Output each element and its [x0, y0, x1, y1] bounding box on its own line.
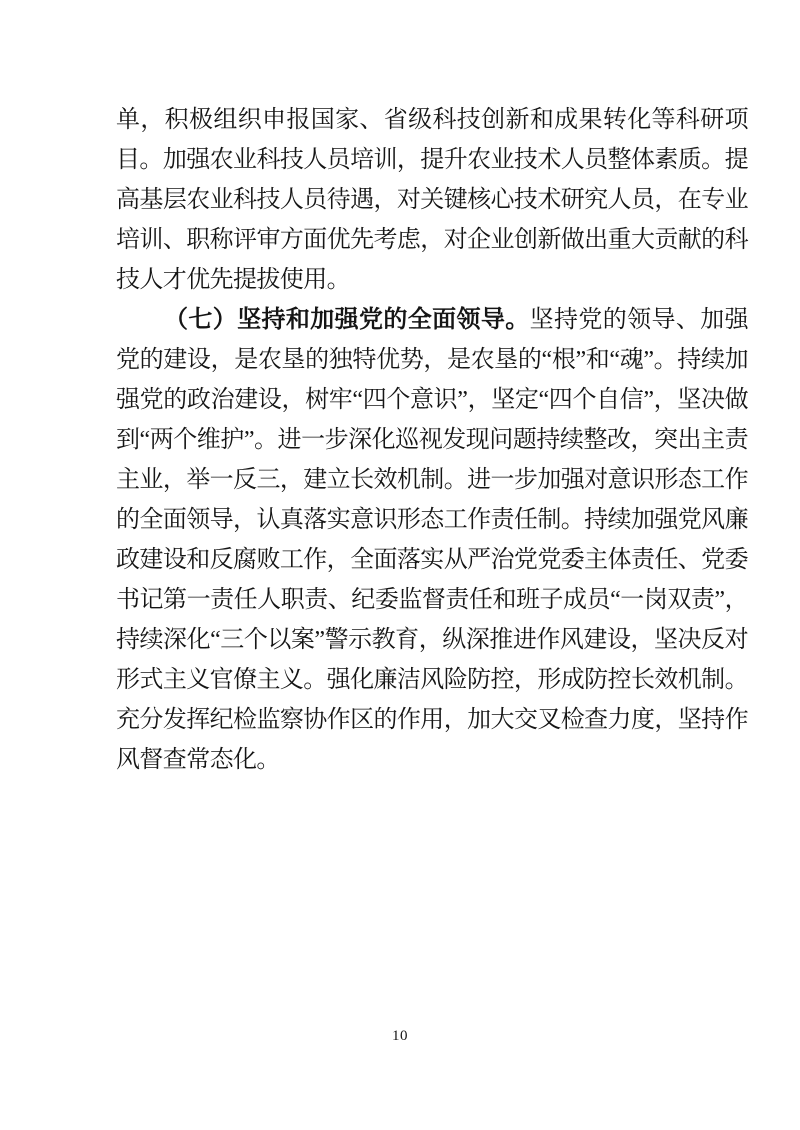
paragraph-continuation: [116, 100, 748, 300]
paragraph-continuation-text: 单，积极组织申报国家、省级科技创新和成果转化等科研项目。加强农业科技人员培训，提升农业技术人员整体素质。提高基层农业科技人员待遇，对关键核心技术研究人员，在专业培训、职称评审方面优先考虑，对企业创新做出重大贡献的科技人才优先提拔使用。: [116, 107, 748, 293]
section-7-heading: （七）坚持和加强党的全面领导。: [164, 307, 530, 333]
section-7-text: 坚持党的领导、加强党的建设，是农垦的独特优势，是农垦的“根”和“魂”。持续加强党的政治建设，树牢“四个意识”，坚定“四个自信”，坚决做到“两个维护”。进一步深化巡视发现问题持续整改，突出主责主业，举一反三，建立长效机制。进一步加强对意识形态工作的全面领导，认真落实意识形态工作责任制。持续加强党风廉政建设和反腐败工作，全面落实从严治党党委主体责任、党委书记第一责任人职责、纪委监督责任和班子成员“一岗双责”，持续深化“三个以案”警示教育，纵深推进作风建设，坚决反对形式主义官僚主义。强化廉洁风险防控，形成防控长效机制。充分发挥纪检监察协作区的作用，加大交叉检查力度，坚持作风督查常态化。: [116, 307, 748, 773]
paragraph-section-7: [116, 300, 748, 780]
page-number: 10: [392, 1028, 408, 1044]
document-body: [116, 100, 748, 780]
